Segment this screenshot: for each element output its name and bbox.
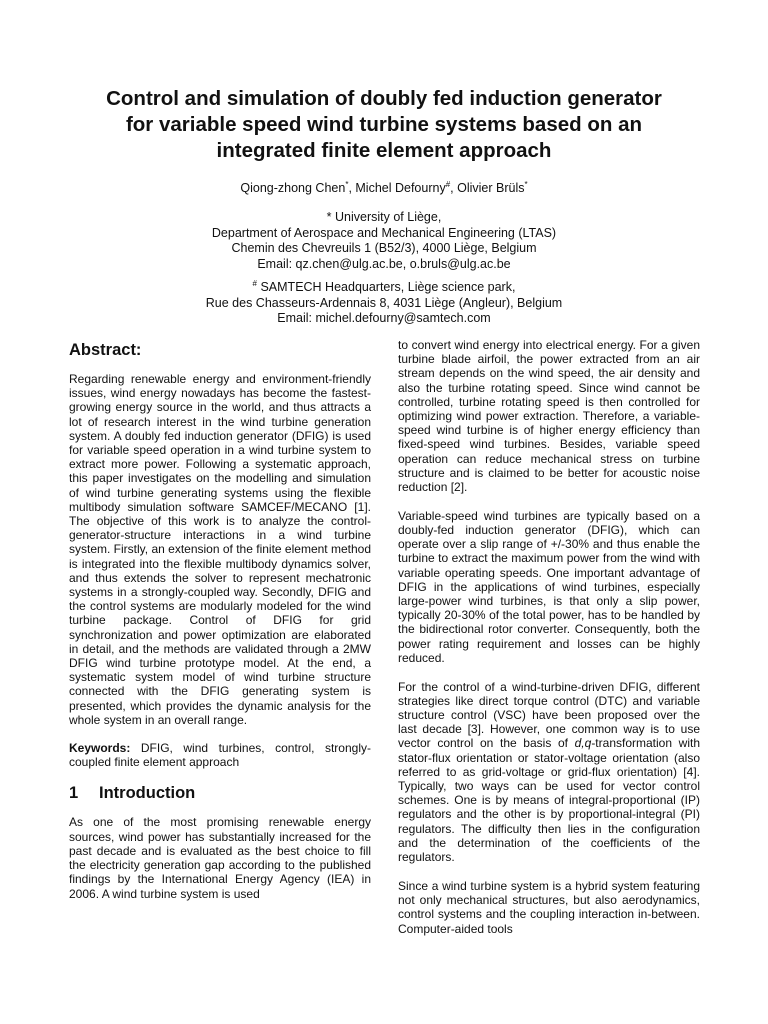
intro-paragraph-1: As one of the most promising renewable energy sources, wind power has substantially increased for the past decade and is evaluated as the best choice to fill the electricity generation gap according to the published findings by the International Energy Agency (IEA) in 2006. A wind turbine system is used	[69, 815, 371, 901]
intro-paragraph-2: to convert wind energy into electrical energy. For a given turbine blade airfoil, the power extracted from an air stream depends on the wind speed, the air density and also the turbine rotating speed. Since wind cannot be controlled, turbine rotating speed is then controlled for optimizing wind power extraction. Therefore, a variable-speed wind turbine is of higher energy efficiency than fixed-speed wind turbines. Besides, variable speed operation can reduce mechanical stress on turbine structure and is claimed to be better for acoustic noise reduction [2].	[398, 338, 700, 495]
title-line-1: Control and simulation of doubly fed induction generator	[106, 87, 662, 110]
author-name: , Olivier Brüls	[450, 181, 525, 195]
title-line-3: integrated finite element approach	[216, 139, 552, 162]
paper-title	[40, 86, 728, 164]
keywords-label: Keywords:	[69, 741, 131, 756]
affiliation-line: * University of Liège,	[326, 210, 442, 224]
author-affiliation-mark: *	[345, 179, 349, 189]
affiliation-email: Email: michel.defourny@samtech.com	[277, 311, 491, 325]
affiliation-samtech	[40, 280, 728, 327]
affiliation-line: # SAMTECH Headquarters, Liège science park,	[252, 278, 516, 294]
keywords-text: DFIG, wind turbines, control, strongly-coupled finite element approach	[69, 741, 371, 770]
section-heading-introduction	[69, 783, 371, 803]
abstract-heading: Abstract:	[69, 341, 142, 359]
affiliation-liege	[40, 210, 728, 272]
author-affiliation-mark: *	[524, 179, 528, 189]
author-list	[40, 180, 728, 196]
affiliation-email: Email: qz.chen@ulg.ac.be, o.bruls@ulg.ac.be	[257, 256, 511, 271]
section-number: 1	[69, 784, 79, 803]
abstract-text: Regarding renewable energy and environment-friendly issues, wind energy nowadays has become the fastest-growing energy source in the world, and thus attracts a lot of research interest in the wind turbine generation system. A doubly fed induction generator (DFIG) is used for variable speed operation in a wind turbine system to extract more power. Following a systematic approach, this paper investigates on the modelling and simulation of wind turbine generating systems using the flexible multibody simulation software SAMCEF/MECANO [1]. The objective of this work is to analyze the control-generator-structure interactions in a wind turbine system. Firstly, an extension of the finite element method is integrated into the flexible multibody dynamics solver, and thus extends the solver to represent mechatronic systems in a strongly-coupled way. Secondly, DFIG and the control systems are modularly modeled for the wind turbine package. Control of DFIG for grid synchronization and power optimization are elaborated in detail, and the methods are validated through a 2MW DFIG wind turbine prototype model. At the end, a systematic system model of wind turbine structure connected with the DFIG generating system is presented, which provides the dynamic analysis for the whole system in an overall range.	[69, 372, 371, 727]
section-title: Introduction	[99, 784, 196, 803]
right-column	[398, 338, 700, 950]
dq-symbol: d,q	[574, 736, 592, 751]
affiliation-line: Department of Aerospace and Mechanical Engineering (LTAS)	[211, 225, 557, 240]
intro-paragraph-4: For the control of a wind-turbine-driven DFIG, different strategies like direct torque control (DTC) and variable structure control (VSC) have been proposed over the last decade [3]. However, one common way is to use vector control on the basis of d,q-transformation with stator-flux orientation or stator-voltage orientation (also referred to as grid-voltage or grid-flux orientation) [4]. Typically, two ways can be used for vector control schemes. One is by means of integral-proportional (IP) regulators and the other is by proportional-integral (PI) regulators. The difficulty then lies in the configuration and the determination of the coefficients of the regulators.	[398, 679, 700, 865]
affiliation-line: Rue des Chasseurs-Ardennais 8, 4031 Liège (Angleur), Belgium	[205, 295, 563, 310]
title-line-2: for variable speed wind turbine systems based on an	[125, 113, 643, 136]
affiliation-line: Chemin des Chevreuils 1 (B52/3), 4000 Liège, Belgium	[231, 241, 537, 255]
intro-paragraph-5: Since a wind turbine system is a hybrid system featuring not only mechanical structures, but also aerodynamics, control systems and the coupling interaction in-between. Computer-aided tools	[398, 878, 700, 936]
author-affiliation-mark: #	[445, 179, 451, 189]
left-column	[69, 338, 371, 915]
affiliation-mark: #	[252, 278, 257, 288]
author-name: , Michel Defourny	[348, 181, 446, 195]
intro-paragraph-3: Variable-speed wind turbines are typically based on a doubly-fed induction generator (DFIG), which can operate over a slip range of +/-30% and thus enable the turbine to extract the maximum power from the wind with variable operating speeds. One important advantage of DFIG in the applications of wind turbines, especially large-power wind turbines, is that only a slip power, typically 20-30% of the total power, has to be handled by the bidirectional rotor converter. Consequently, both the power rating requirement and losses can be highly reduced.	[398, 508, 700, 665]
author-name: Qiong-zhong Chen	[240, 181, 346, 195]
keywords	[69, 741, 371, 769]
